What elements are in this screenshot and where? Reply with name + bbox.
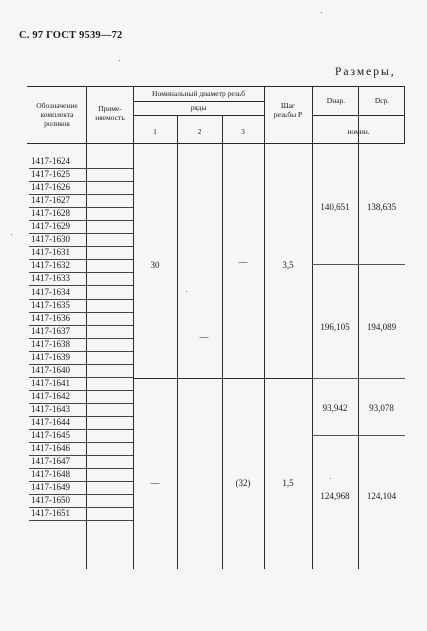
table-top-border bbox=[27, 86, 405, 87]
designation-code: 1417-1639 bbox=[31, 351, 70, 362]
designation-code: 1417-1635 bbox=[31, 299, 70, 310]
designation-code: 1417-1634 bbox=[31, 286, 70, 297]
dim-separator-a bbox=[312, 264, 405, 265]
col-pitch-header: Шаг резьбы P bbox=[273, 101, 303, 119]
vline-r3 bbox=[264, 86, 265, 569]
designation-code: 1417-1647 bbox=[31, 456, 70, 467]
group-separator bbox=[133, 378, 312, 379]
dim-separator-c bbox=[312, 435, 405, 436]
col-nominal-header: Номинальный диаметр резьб bbox=[152, 89, 245, 98]
row-num-2: 2 bbox=[197, 127, 202, 136]
g1-dsr-b: 194,089 bbox=[366, 322, 397, 332]
nominal-subheader-line bbox=[133, 101, 264, 102]
col-application-header: Приме-няемость bbox=[95, 104, 125, 122]
designation-code: 1417-1637 bbox=[31, 325, 70, 336]
designation-code: 1417-1636 bbox=[31, 312, 70, 323]
scan-speck bbox=[321, 12, 322, 13]
row-num-1: 1 bbox=[153, 127, 157, 136]
g2-dnar-b: 124,968 bbox=[320, 491, 350, 501]
designation-code: 1417-1644 bbox=[31, 417, 70, 427]
designation-code: 1417-1629 bbox=[31, 221, 70, 232]
g2-row1: — bbox=[150, 478, 160, 488]
units-caption: Размеры, bbox=[335, 66, 396, 78]
g1-row1: 30 bbox=[150, 260, 160, 270]
g1-pitch: 3,5 bbox=[282, 260, 294, 270]
g1-row3: — bbox=[238, 257, 248, 267]
vline-left bbox=[86, 86, 87, 569]
scan-speck bbox=[330, 478, 331, 479]
designation-code: 1417-1641 bbox=[31, 377, 70, 388]
designation-code: 1417-1626 bbox=[31, 182, 70, 193]
col-dsr-header: Dср. bbox=[374, 96, 390, 105]
col-dnar-header: Dнар. bbox=[326, 96, 346, 105]
designation-code: 1417-1631 bbox=[31, 247, 70, 258]
designation-code: 1417-1649 bbox=[31, 482, 70, 493]
header-bottom-border bbox=[27, 143, 405, 144]
g2-row3: (32) bbox=[235, 478, 251, 488]
dim-separator-b bbox=[312, 378, 405, 379]
scan-speck bbox=[119, 60, 120, 61]
g2-dsr-b: 124,104 bbox=[366, 491, 397, 501]
rows-subheader-line bbox=[133, 115, 264, 116]
g2-pitch: 1,5 bbox=[282, 478, 294, 488]
designation-code: 1417-1633 bbox=[31, 273, 70, 284]
scan-speck bbox=[186, 291, 187, 292]
g1-dnar-b: 196,105 bbox=[320, 322, 350, 332]
designation-code: 1417-1630 bbox=[31, 234, 70, 245]
designation-code: 1417-1643 bbox=[31, 403, 70, 414]
g1-row2-dash: — bbox=[199, 332, 209, 342]
g1-dsr-a: 138,635 bbox=[366, 202, 397, 212]
designation-code: 1417-1646 bbox=[31, 443, 70, 454]
vline-app bbox=[133, 86, 134, 569]
page-header: С. 97 ГОСТ 9539—72 bbox=[19, 30, 123, 41]
col-nomin-header: номин. bbox=[347, 127, 370, 136]
designation-code: 1417-1648 bbox=[31, 469, 70, 480]
vline-r2 bbox=[222, 115, 223, 569]
g2-dsr-a: 93,078 bbox=[369, 403, 394, 413]
designation-code: 1417-1640 bbox=[31, 364, 70, 375]
designation-code: 1417-1624 bbox=[31, 156, 70, 166]
scan-speck bbox=[11, 234, 12, 235]
designation-code: 1417-1645 bbox=[31, 430, 70, 441]
col-rows-header: ряды bbox=[190, 103, 207, 112]
col-designation-header: Обозначение комплекта роликов bbox=[36, 101, 78, 128]
g1-dnar-a: 140,651 bbox=[320, 202, 350, 212]
designation-code: 1417-1651 bbox=[31, 508, 70, 519]
row-num-3: 3 bbox=[241, 127, 245, 136]
g2-dnar-a: 93,942 bbox=[322, 403, 348, 413]
designation-code: 1417-1628 bbox=[31, 208, 70, 219]
code-underline bbox=[29, 520, 133, 521]
designation-code: 1417-1632 bbox=[31, 260, 70, 271]
designation-code: 1417-1627 bbox=[31, 195, 70, 206]
vline-r1 bbox=[177, 115, 178, 569]
designation-code: 1417-1642 bbox=[31, 390, 70, 401]
designation-code: 1417-1650 bbox=[31, 495, 70, 506]
designation-code: 1417-1625 bbox=[31, 169, 70, 180]
designation-code: 1417-1638 bbox=[31, 338, 70, 349]
